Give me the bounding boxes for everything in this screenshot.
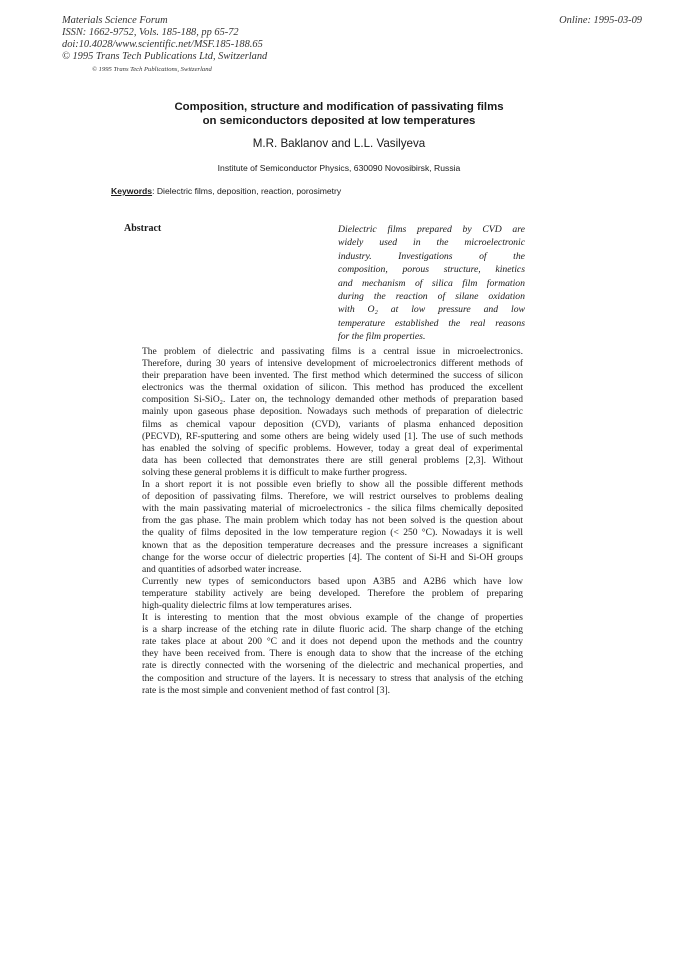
keywords-label: Keywords <box>111 186 153 196</box>
copyright-line: © 1995 Trans Tech Publications Ltd, Switzerland <box>62 51 268 62</box>
body-line: rate is the most simple and convenient method of fast control [3]. <box>142 685 390 696</box>
body-line: data has been collected that demonstrates there are still general problems [2,3]. Without <box>142 455 523 466</box>
body-paragraph <box>118 346 523 479</box>
body-paragraph <box>118 576 523 612</box>
body-line: from the gas phase. The main problem which today has not been solved is the question about <box>142 516 523 527</box>
body-line: films as chemical vapour deposition (CVD), variants of plasma enhanced deposition <box>142 419 523 430</box>
journal-metadata <box>62 15 267 63</box>
copyright-small: © 1995 Trans Tech Publications, Switzerland <box>92 66 212 73</box>
title-line: on semiconductors deposited at low temperatures <box>202 115 476 127</box>
keywords-text: : Dielectric films, deposition, reaction, porosimetry <box>152 186 342 196</box>
body-line: The problem of dielectric and passivating films is a central issue in microelectronics. <box>142 347 523 357</box>
issn-line: ISSN: 1662-9752, Vols. 185-188, pp 65-72 <box>62 27 239 38</box>
body-line: In a short report it is not possible even briefly to show all the possible different methods <box>142 480 523 491</box>
authors: M.R. Baklanov and L.L. Vasilyeva <box>252 137 426 150</box>
body-line: Therefore, during 30 years of intensive development of microelectronics different methods of <box>142 359 523 370</box>
keywords <box>111 186 341 196</box>
paper-title <box>0 100 678 128</box>
abstract-line: industry. Investigations of the <box>338 250 525 262</box>
body-line: and quantities of adsorbed water increase. <box>142 564 302 575</box>
body-line: (PECVD), RF-sputtering and some others are being widely used [1]. The use of such methods <box>142 431 523 442</box>
abstract-line: Dielectric films prepared by CVD are <box>338 224 525 235</box>
body-line: high-quality dielectric films at low temperatures arises. <box>142 600 352 611</box>
body-line: has enabled the solving of specific problems. However, today a great deal of experimental <box>142 443 523 454</box>
doi-line: doi:10.4028/www.scientific.net/MSF.185-188.65 <box>62 39 263 50</box>
title-line: Composition, structure and modification of passivating films <box>174 101 504 113</box>
abstract-line: during the reaction of silane oxidation <box>338 291 525 303</box>
abstract-line: for the film properties. <box>338 331 426 343</box>
body-line: with the main passivating material of microelectronics - the silica films chemically deposited <box>142 504 523 515</box>
body-line: they have been received from. There is enough data to show that the increase of the etching <box>142 649 523 660</box>
body-text <box>118 346 523 697</box>
journal-name: Materials Science Forum <box>62 15 168 26</box>
body-line: the composition and structure of the layers. It is necessary to stress that analysis of the etching <box>142 673 523 684</box>
body-line: It is interesting to mention that the most obvious example of the change of properties <box>142 613 523 624</box>
body-line: electronics was the thermal oxidation of silicon. This method has produced the excellent <box>142 383 523 394</box>
body-paragraph <box>118 479 523 576</box>
online-date: Online: 1995-03-09 <box>559 15 642 26</box>
body-line: Currently new types of semiconductors based upon A3B5 and A2B6 which have low <box>142 576 523 587</box>
body-line: of deposition of passivating films. Therefore, we will restrict ourselves to problems dealing <box>142 492 523 503</box>
abstract-line: widely used in the microelectronic <box>338 237 525 249</box>
body-line: rate is directly connected with the worsening of the dielectric and mechanical properties, and <box>142 661 523 672</box>
body-line: known that as the deposition temperature decreases and the pressure increases a significant <box>142 540 523 551</box>
body-line: mainly upon gaseous phase deposition. Nowadays such methods of preparation of dielectric <box>142 407 523 418</box>
body-line: their preparation have been invented. The first method which determined the success of silicon <box>142 371 523 382</box>
abstract-line: with O₂ at low pressure and low <box>338 304 525 316</box>
body-line: composition Si-SiO₂. Later on, the technology demanded other methods of preparation based <box>142 395 523 406</box>
body-line: rate takes place at about 200 °C and it does not depend upon the methods and the country <box>142 637 523 648</box>
abstract-line: composition, porous structure, kinetics <box>338 264 525 276</box>
body-line: change for the worse occur of dielectric properties [4]. The content of Si-H and Si-OH groups <box>142 552 523 563</box>
affiliation: Institute of Semiconductor Physics, 630090 Novosibirsk, Russia <box>217 163 461 173</box>
body-line: solving these general problems it is difficult to make further progress. <box>142 467 407 478</box>
abstract-text <box>338 223 525 344</box>
abstract-line: and mechanism of silica film formation <box>338 277 525 289</box>
body-line: is a sharp increase of the etching rate in dilute fluoric acid. The sharp change of the etching <box>142 625 523 636</box>
body-paragraph <box>118 612 523 697</box>
abstract-heading: Abstract <box>124 223 162 234</box>
abstract-line: temperature established the real reasons <box>338 317 525 329</box>
body-line: temperature stability actively are being developed. Therefore the problem of preparing <box>142 588 523 599</box>
body-line: the quality of films deposited in the low temperature region (< 250 °C). Nowadays it is well <box>142 528 523 539</box>
